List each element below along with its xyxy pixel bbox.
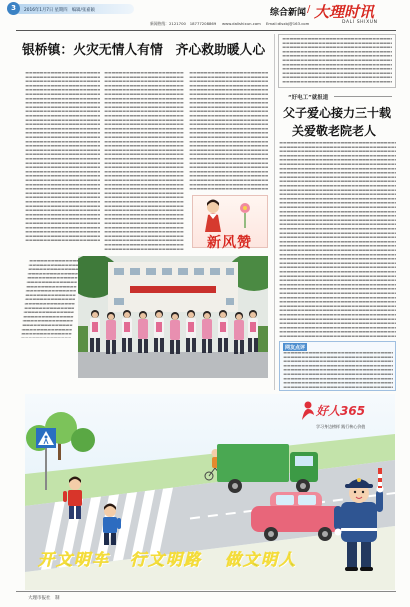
side-headline-line-2: 关爱敬老院老人 [292,124,377,138]
red-banner [130,286,216,293]
page-number-badge: 3 [7,2,20,15]
header-rule [16,30,396,31]
photo-caption-text [21,260,79,338]
article-body-text [25,72,100,242]
flower-center [243,206,247,210]
notice-body-text [282,38,392,84]
kicker-rule [334,96,392,97]
section-separator: / [307,4,311,15]
article-body-text [104,72,184,250]
side-kicker: “好电工”就报道 [288,95,329,101]
comment-box-label: 网友点评 [285,344,306,351]
news-hotline: 新闻热线：2121700 18777208869 [150,21,217,26]
flower-bed-left [78,326,88,352]
school-children-photo [78,256,268,378]
date-editor-line: 2016年1月7日 星期四 编辑/张嘉颖 [24,7,95,13]
ground [78,352,268,378]
main-headline: 银桥镇：火灾无情人有情 齐心救助暖人心 [22,43,266,58]
column-divider [274,34,275,390]
footer-credit: 大理市报社 制 [28,596,60,601]
masthead-logo: 大理时讯 [314,3,375,21]
slogan-part-2: 行文明路 [130,550,203,569]
feature-graphic [192,195,268,251]
feature-figure [193,196,269,232]
section-title: 综合新闻 [270,8,307,18]
good-person-logo-icon [300,401,315,421]
website-link[interactable]: www.dalishixun.com [222,21,261,26]
logo-tagline: 学习身边榜样 践行核心价值 [316,424,366,429]
slogan-part-1: 开文明车 [38,550,111,569]
footer-rule [16,591,396,592]
slogan-part-3: 做文明人 [225,550,298,569]
comment-body-text [283,352,393,388]
logo-name: 好人365 [316,404,366,418]
side-article-body-text [279,142,396,337]
email-address[interactable]: Email:dlsxbj@163.com [266,21,310,26]
article-body-text [189,72,268,192]
side-headline-line-1: 父子爱心接力三十载 [283,106,392,120]
flower-bed-right [258,326,268,352]
masthead-english: DALI SHIXUN [342,20,378,25]
feature-label: 新风赞 [207,235,252,251]
